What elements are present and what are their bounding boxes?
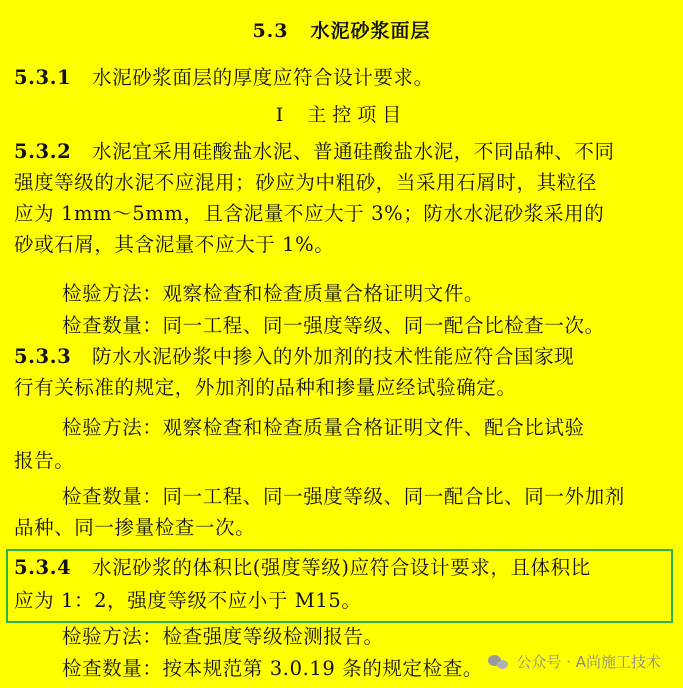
- clause-5-3-4-inspection-method: 检验方法：检查强度等级检测报告。: [62, 625, 384, 648]
- section-number: 5.3: [252, 20, 289, 42]
- clause-5-3-4-line-1: [14, 553, 674, 583]
- clause-5-3-3-line-1: [14, 342, 674, 372]
- clause-number: 5.3.4: [14, 556, 72, 579]
- clause-5-3-3-inspection-method-1: 检验方法：观察检查和检查质量合格证明文件、配合比试验: [62, 416, 585, 439]
- clause-5-3-3-inspection-quantity-1: 检查数量：同一工程、同一强度等级、同一配合比、同一外加剂: [62, 485, 625, 508]
- clause-number: 5.3.1: [14, 66, 72, 89]
- clause-text: 水泥宜采用硅酸盐水泥、普通硅酸盐水泥，不同品种、不同: [92, 140, 615, 163]
- clause-text: 水泥砂浆的体积比(强度等级)应符合设计要求，且体积比: [92, 556, 591, 579]
- clause-5-3-2-line-1: [14, 137, 674, 167]
- clause-5-3-4-inspection-quantity: 检查数量：按本规范第 3.0.19 条的规定检查。: [62, 657, 483, 680]
- clause-5-3-2-line-2: 强度等级的水泥不应混用；砂应为中粗砂，当采用石屑时，其粒径: [14, 171, 597, 194]
- watermark-text: 公众号 · A尚施工技术: [516, 653, 661, 671]
- clause-5-3-3-line-2: 行有关标准的规定，外加剂的品种和掺量应经试验确定。: [14, 376, 517, 399]
- watermark: [488, 651, 661, 672]
- clause-5-3-2-line-4: 砂或石屑，其含泥量不应大于 1%。: [14, 233, 335, 256]
- clause-5-3-2-inspection-quantity: 检查数量：同一工程、同一强度等级、同一配合比检查一次。: [62, 314, 605, 337]
- sub-heading-title: 主控项目: [307, 104, 408, 126]
- clause-5-3-4-line-2: 应为 1：2，强度等级不应小于 M15。: [14, 589, 362, 612]
- clause-5-3-2-inspection-method: 检验方法：观察检查和检查质量合格证明文件。: [62, 282, 485, 305]
- sub-heading-roman: Ⅰ: [275, 104, 290, 126]
- clause-number: 5.3.3: [14, 345, 72, 368]
- clause-number: 5.3.2: [14, 140, 72, 163]
- wechat-icon: [488, 654, 510, 670]
- sub-heading-main-control: [0, 100, 683, 127]
- section-title: [0, 16, 683, 43]
- clause-5-3-3-inspection-method-2: 报告。: [14, 449, 75, 472]
- clause-5-3-3-inspection-quantity-2: 品种、同一掺量检查一次。: [14, 516, 256, 539]
- clause-5-3-1: [14, 63, 674, 93]
- clause-5-3-2-line-3: 应为 1mm～5mm，且含泥量不应大于 3%；防水水泥砂浆采用的: [14, 202, 605, 225]
- clause-text: 水泥砂浆面层的厚度应符合设计要求。: [92, 66, 434, 89]
- clause-text: 防水水泥砂浆中掺入的外加剂的技术性能应符合国家现: [92, 345, 575, 368]
- section-title-text: 水泥砂浆面层: [310, 20, 431, 42]
